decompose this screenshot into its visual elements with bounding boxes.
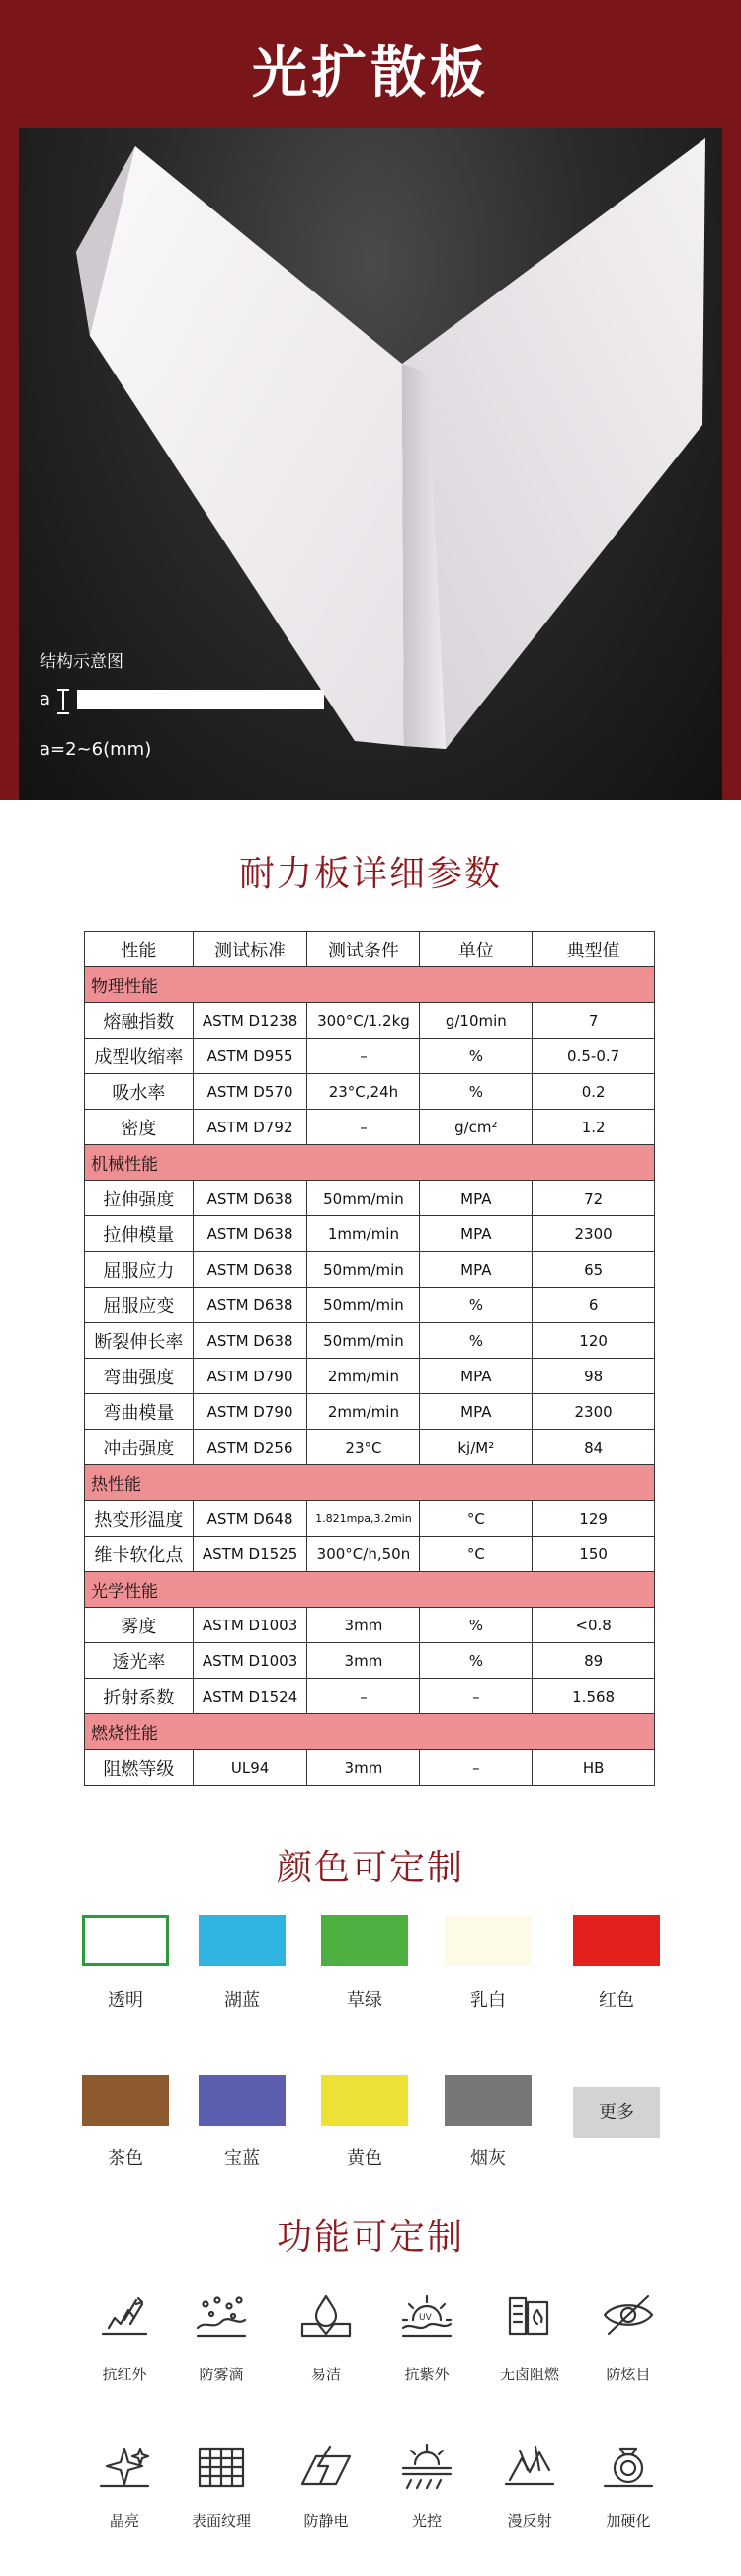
light-control-icon — [397, 2441, 456, 2490]
table-cell: 50mm/min — [307, 1288, 420, 1323]
params-table — [84, 931, 655, 1786]
diffuse-reflection-icon — [500, 2441, 559, 2490]
color-swatch[interactable] — [321, 2075, 408, 2126]
hardening-icon — [599, 2441, 658, 2490]
table-cell: 65 — [533, 1252, 655, 1288]
colors-title: 颜色可定制 — [276, 1848, 464, 1888]
color-label: 红色 — [599, 1990, 634, 2011]
table-cell: – — [420, 1679, 533, 1714]
anti-fog-icon — [192, 2290, 251, 2340]
anti-glare-icon — [599, 2290, 658, 2340]
table-cell: 拉伸模量 — [85, 1216, 194, 1252]
feature-label: 防雾滴 — [199, 2366, 244, 2383]
table-header-row — [85, 932, 655, 967]
feature-label: 抗紫外 — [404, 2366, 450, 2383]
table-cell: °C — [420, 1537, 533, 1572]
table-cell: °C — [420, 1501, 533, 1537]
color-label: 透明 — [108, 1990, 143, 2011]
table-cell: % — [420, 1039, 533, 1074]
table-row — [85, 1181, 655, 1216]
texture-icon — [192, 2441, 251, 2490]
table-cell: % — [420, 1288, 533, 1323]
table-cell: g/cm² — [420, 1110, 533, 1145]
svg-text:UV: UV — [419, 2313, 432, 2323]
table-cell: 0.5-0.7 — [533, 1039, 655, 1074]
sparkle-icon — [95, 2441, 154, 2490]
table-cell: UL94 — [193, 1750, 307, 1786]
table-cell: ASTM D790 — [193, 1394, 307, 1430]
table-row — [85, 1216, 655, 1252]
table-row — [85, 1323, 655, 1359]
color-label: 宝蓝 — [224, 2148, 260, 2169]
table-cell: 1.568 — [533, 1679, 655, 1714]
table-cell: MPA — [420, 1252, 533, 1288]
thickness-range: a=2~6(mm) — [40, 739, 152, 760]
table-cell: 98 — [533, 1359, 655, 1394]
table-cell: 50mm/min — [307, 1323, 420, 1359]
table-row — [85, 1003, 655, 1039]
color-swatch[interactable] — [82, 1915, 169, 1966]
table-group-row — [85, 1714, 655, 1750]
table-cell: 断裂伸长率 — [85, 1323, 194, 1359]
table-cell: ASTM D648 — [193, 1501, 307, 1537]
table-cell: <0.8 — [533, 1608, 655, 1643]
table-cell: % — [420, 1608, 533, 1643]
table-cell: 熔融指数 — [85, 1003, 194, 1039]
table-cell: 拉伸强度 — [85, 1181, 194, 1216]
table-cell: – — [307, 1039, 420, 1074]
feature-label: 光控 — [411, 2512, 442, 2530]
table-cell: ASTM D570 — [193, 1074, 307, 1110]
table-row — [85, 1430, 655, 1465]
table-cell: 透光率 — [85, 1643, 194, 1679]
column-header: 测试标准 — [193, 932, 307, 967]
table-cell: 0.2 — [533, 1074, 655, 1110]
color-swatch[interactable] — [82, 2075, 169, 2126]
table-cell: 密度 — [85, 1110, 194, 1145]
color-label: 茶色 — [108, 2148, 143, 2169]
table-row — [85, 1074, 655, 1110]
thickness-bar — [77, 690, 324, 709]
table-row — [85, 1288, 655, 1323]
table-cell: 屈服应力 — [85, 1252, 194, 1288]
table-cell: ASTM D638 — [193, 1252, 307, 1288]
color-swatch[interactable] — [199, 1915, 286, 1966]
table-cell: 1.821mpa,3.2min — [307, 1501, 420, 1537]
table-cell: – — [420, 1750, 533, 1786]
infrared-icon — [95, 2290, 154, 2340]
feature-label: 防静电 — [303, 2512, 349, 2530]
thickness-variable: a — [40, 689, 51, 709]
table-group-row — [85, 1572, 655, 1608]
table-cell: 72 — [533, 1181, 655, 1216]
table-cell: 1mm/min — [307, 1216, 420, 1252]
table-row — [85, 1252, 655, 1288]
table-cell: 6 — [533, 1288, 655, 1323]
table-cell: % — [420, 1074, 533, 1110]
table-cell: 84 — [533, 1430, 655, 1465]
table-row — [85, 1537, 655, 1572]
feature-label: 加硬化 — [606, 2512, 651, 2530]
table-cell: 弯曲强度 — [85, 1359, 194, 1394]
color-swatch[interactable] — [445, 1915, 532, 1966]
table-row — [85, 1643, 655, 1679]
table-row — [85, 1750, 655, 1786]
feature-label: 漫反射 — [507, 2512, 552, 2530]
table-cell: 屈服应变 — [85, 1288, 194, 1323]
table-cell: % — [420, 1643, 533, 1679]
structure-diagram-label: 结构示意图 — [40, 652, 124, 672]
color-swatch[interactable] — [199, 2075, 286, 2126]
table-cell: 2300 — [533, 1216, 655, 1252]
column-header: 性能 — [85, 932, 194, 967]
table-row — [85, 1359, 655, 1394]
table-cell: 3mm — [307, 1608, 420, 1643]
table-cell: ASTM D955 — [193, 1039, 307, 1074]
table-cell: 热变形温度 — [85, 1501, 194, 1537]
color-swatch[interactable] — [321, 1915, 408, 1966]
uv-icon — [397, 2290, 456, 2340]
table-cell: 300°C/h,50n — [307, 1537, 420, 1572]
table-cell: 50mm/min — [307, 1252, 420, 1288]
table-cell: 维卡软化点 — [85, 1537, 194, 1572]
table-cell: 50mm/min — [307, 1181, 420, 1216]
column-header: 典型值 — [533, 932, 655, 967]
feature-label: 抗红外 — [102, 2366, 147, 2383]
table-cell: 成型收缩率 — [85, 1039, 194, 1074]
table-cell: ASTM D638 — [193, 1216, 307, 1252]
params-title: 耐力板详细参数 — [238, 854, 502, 894]
table-cell: ASTM D256 — [193, 1430, 307, 1465]
table-cell: MPA — [420, 1359, 533, 1394]
feature-label: 晶亮 — [109, 2512, 139, 2530]
table-cell: 7 — [533, 1003, 655, 1039]
feature-label: 易洁 — [310, 2366, 341, 2383]
flame-retardant-icon — [500, 2290, 559, 2340]
table-cell: g/10min — [420, 1003, 533, 1039]
color-label: 烟灰 — [470, 2148, 506, 2169]
table-row — [85, 1679, 655, 1714]
table-cell: ASTM D638 — [193, 1323, 307, 1359]
feature-label: 表面纹理 — [191, 2512, 251, 2530]
table-cell: 折射系数 — [85, 1679, 194, 1714]
table-cell: 89 — [533, 1643, 655, 1679]
features-title: 功能可定制 — [276, 2217, 464, 2258]
color-swatch[interactable] — [445, 2075, 532, 2126]
color-label: 乳白 — [470, 1990, 506, 2011]
table-cell: ASTM D790 — [193, 1359, 307, 1394]
group-label: 机械性能 — [85, 1145, 655, 1181]
table-cell: 2300 — [533, 1394, 655, 1430]
table-cell: ASTM D1525 — [193, 1537, 307, 1572]
table-cell: MPA — [420, 1216, 533, 1252]
table-cell: 23°C — [307, 1430, 420, 1465]
table-row — [85, 1039, 655, 1074]
table-row — [85, 1501, 655, 1537]
hero-banner — [0, 0, 741, 800]
table-cell: 3mm — [307, 1643, 420, 1679]
table-cell: ASTM D792 — [193, 1110, 307, 1145]
table-cell: 吸水率 — [85, 1074, 194, 1110]
feature-label: 防炫目 — [606, 2366, 651, 2383]
group-label: 热性能 — [85, 1465, 655, 1501]
table-cell: 1.2 — [533, 1110, 655, 1145]
table-cell: 300°C/1.2kg — [307, 1003, 420, 1039]
table-row — [85, 1394, 655, 1430]
table-cell: 雾度 — [85, 1608, 194, 1643]
table-cell: % — [420, 1323, 533, 1359]
table-cell: ASTM D1524 — [193, 1679, 307, 1714]
table-cell: ASTM D1238 — [193, 1003, 307, 1039]
table-cell: 2mm/min — [307, 1394, 420, 1430]
thickness-marker-icon — [57, 689, 69, 710]
table-cell: ASTM D638 — [193, 1288, 307, 1323]
feature-label: 无卤阻燃 — [499, 2366, 559, 2383]
table-group-row — [85, 967, 655, 1003]
table-cell: 129 — [533, 1501, 655, 1537]
table-group-row — [85, 1465, 655, 1501]
color-label: 黄色 — [347, 2148, 382, 2169]
column-header: 单位 — [420, 932, 533, 967]
table-cell: 弯曲模量 — [85, 1394, 194, 1430]
table-row — [85, 1110, 655, 1145]
easy-clean-icon — [296, 2290, 356, 2340]
color-label: 湖蓝 — [224, 1990, 260, 2011]
table-cell: 120 — [533, 1323, 655, 1359]
table-cell: kj/M² — [420, 1430, 533, 1465]
table-cell: 23°C,24h — [307, 1074, 420, 1110]
group-label: 物理性能 — [85, 967, 655, 1003]
column-header: 测试条件 — [307, 932, 420, 967]
table-cell: HB — [533, 1750, 655, 1786]
table-group-row — [85, 1145, 655, 1181]
more-colors-button[interactable]: 更多 — [573, 2087, 660, 2138]
table-cell: ASTM D1003 — [193, 1608, 307, 1643]
table-cell: 3mm — [307, 1750, 420, 1786]
table-cell: MPA — [420, 1181, 533, 1216]
table-cell: ASTM D1003 — [193, 1643, 307, 1679]
table-cell: MPA — [420, 1394, 533, 1430]
table-cell: 2mm/min — [307, 1359, 420, 1394]
table-cell: 阻燃等级 — [85, 1750, 194, 1786]
page-title: 光扩散板 — [252, 42, 489, 106]
table-cell: – — [307, 1679, 420, 1714]
table-cell: 冲击强度 — [85, 1430, 194, 1465]
anti-static-icon — [296, 2441, 356, 2490]
table-cell: ASTM D638 — [193, 1181, 307, 1216]
table-cell: – — [307, 1110, 420, 1145]
color-label: 草绿 — [347, 1990, 382, 2011]
table-row — [85, 1608, 655, 1643]
group-label: 光学性能 — [85, 1572, 655, 1608]
table-cell: 150 — [533, 1537, 655, 1572]
color-swatch[interactable] — [573, 1915, 660, 1966]
group-label: 燃烧性能 — [85, 1714, 655, 1750]
